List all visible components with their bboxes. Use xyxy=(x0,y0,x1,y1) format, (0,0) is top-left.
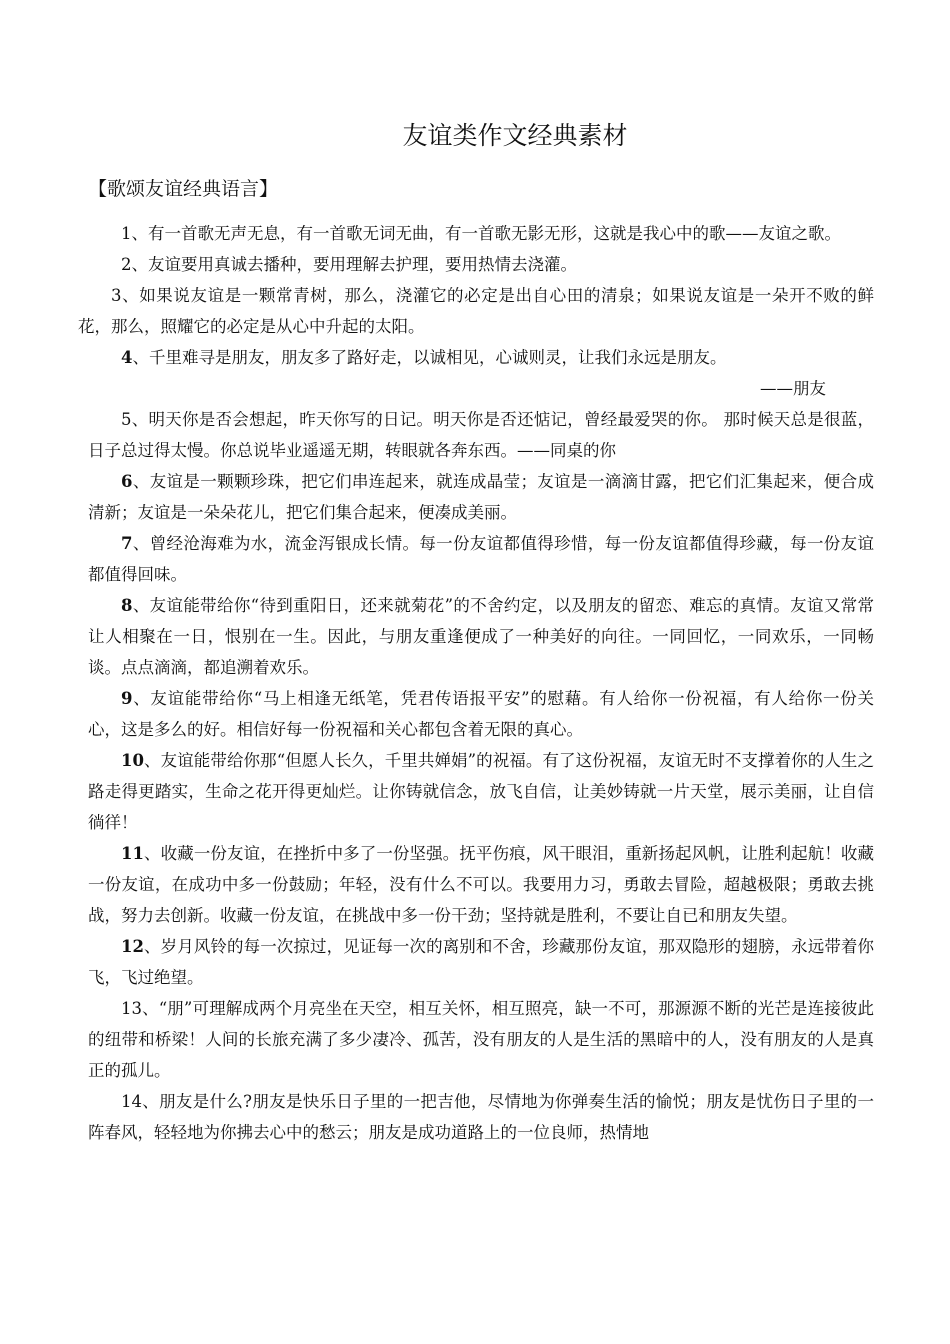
document-title: 友谊类作文经典素材 xyxy=(402,121,628,150)
paragraph-3: 3、如果说友谊是一颗常青树，那么，浇灌它的必定是出自心田的清泉；如果说友谊是一朵开不败的鲜花，那么，照耀它的必定是从心中升起的太阳。 xyxy=(78,286,874,336)
section-heading: 【歌颂友谊经典语言】 xyxy=(88,178,279,200)
paragraph-13: 13、“朋”可理解成两个月亮坐在天空，相互关怀，相互照亮，缺一不可，那源源不断的光芒是连接彼此的纽带和桥梁！人间的长旅充满了多少凄冷、孤苦，没有朋友的人是生活的黑暗中的人，没有朋友的人是真正的孤儿。 xyxy=(88,999,874,1080)
signature-friends: ——朋友 xyxy=(760,379,826,398)
paragraph-4: 4、千里难寻是朋友，朋友多了路好走，以诚相见，心诚则灵，让我们永远是朋友。 xyxy=(121,348,727,367)
paragraph-12: 12、岁月风铃的每一次掠过，见证每一次的离别和不舍，珍藏那份友谊，那双隐形的翅膀，永远带着你飞，飞过绝望。 xyxy=(88,937,874,987)
paragraph-7: 7、曾经沧海难为水，流金泻银成长情。每一份友谊都值得珍惜，每一份友谊都值得珍藏，每一份友谊都值得回味。 xyxy=(88,534,874,584)
paragraph-8: 8、友谊能带给你“待到重阳日，还来就菊花”的不舍约定，以及朋友的留恋、难忘的真情。友谊又常常让人相聚在一日，恨别在一生。因此，与朋友重逢便成了一种美好的向往。一同回忆，一同欢乐，一同畅谈。点点滴滴，都追溯着欢乐。 xyxy=(88,596,874,677)
paragraph-11: 11、收藏一份友谊，在挫折中多了一份坚强。抚平伤痕，风干眼泪，重新扬起风帆，让胜利起航！收藏一份友谊，在成功中多一份鼓励；年轻，没有什么不可以。我要用力习，勇敢去冒险，超越极限；勇敢去挑战，努力去创新。收藏一份友谊，在挑战中多一份干劲；坚持就是胜利，不要让自已和朋友失望。 xyxy=(88,844,874,925)
paragraph-6: 6、友谊是一颗颗珍珠，把它们串连起来，就连成晶莹；友谊是一滴滴甘露，把它们汇集起来，便合成清新；友谊是一朵朵花儿，把它们集合起来，便凑成美丽。 xyxy=(88,472,874,522)
paragraph-5: 5、明天你是否会想起，昨天你写的日记。明天你是否还惦记，曾经最爱哭的你。 那时候天总是很蓝，日子总过得太慢。你总说毕业遥遥无期，转眼就各奔东西。——同桌的你 xyxy=(88,410,874,460)
paragraph-14: 14、朋友是什么?朋友是快乐日子里的一把吉他，尽情地为你弹奏生活的愉悦；朋友是忧伤日子里的一阵春风，轻轻地为你拂去心中的愁云；朋友是成功道路上的一位良师，热情地 xyxy=(88,1092,874,1142)
paragraph-1: 1、有一首歌无声无息，有一首歌无词无曲，有一首歌无影无形，这就是我心中的歌——友谊之歌。 xyxy=(121,224,841,243)
paragraph-10: 10、友谊能带给你那“但愿人长久，千里共婵娟”的祝福。有了这份祝福，友谊无时不支撑着你的人生之路走得更踏实，生命之花开得更灿烂。让你铸就信念，放飞自信，让美妙铸就一片天堂，展示美丽，让自信徜徉！ xyxy=(88,751,874,832)
paragraph-9: 9、友谊能带给你“马上相逢无纸笔，凭君传语报平安”的慰藉。有人给你一份祝福，有人给你一份关心，这是多么的好。相信好每一份祝福和关心都包含着无限的真心。 xyxy=(88,689,874,739)
paragraph-2: 2、友谊要用真诚去播种，要用理解去护理，要用热情去浇灌。 xyxy=(121,255,577,274)
document-body xyxy=(78,218,878,1148)
